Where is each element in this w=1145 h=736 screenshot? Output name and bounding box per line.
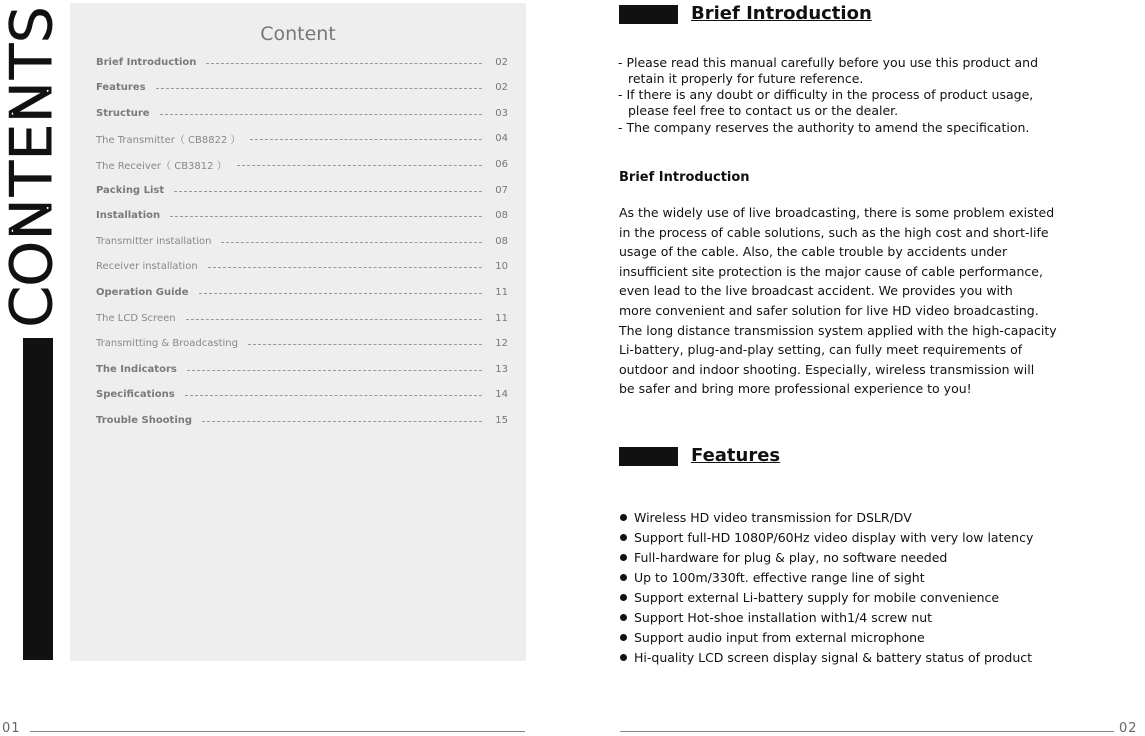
toc-label: Brief Introduction: [96, 56, 197, 68]
toc-leader-dashes: [156, 88, 482, 89]
paragraph-line: be safer and bring more professional experience to you!: [619, 381, 972, 397]
toc-leader-dashes: [206, 63, 482, 64]
feature-item: [619, 550, 947, 565]
paragraph-line: in the process of cable solutions, such as the high cost and short-life: [619, 224, 1049, 240]
vertical-contents-title: [0, 2, 63, 332]
bullet-icon: [620, 614, 627, 621]
toc-page-number: 14: [495, 389, 508, 401]
paragraph-line: The long distance transmission system applied with the high-capacity: [619, 322, 1057, 338]
toc-row[interactable]: [96, 259, 508, 275]
feature-text: Hi-quality LCD screen display signal & battery status of product: [634, 650, 1033, 665]
right-page-number: 02: [1119, 721, 1138, 736]
toc-row[interactable]: [96, 105, 508, 121]
toc-row[interactable]: [96, 182, 508, 198]
toc-leader-dashes: [221, 242, 482, 243]
toc-leader-dashes: [186, 319, 482, 320]
toc-panel: [70, 3, 526, 661]
toc-row[interactable]: [96, 80, 508, 96]
toc-label: Trouble Shooting: [96, 414, 193, 426]
toc-label: Operation Guide: [96, 286, 189, 298]
toc-row[interactable]: [96, 361, 508, 377]
vertical-contents-text: CONTENTS: [0, 32, 63, 328]
toc-leader-dashes: [160, 114, 482, 115]
paragraph-line: even lead to the live broadcast accident. We provides you with: [619, 283, 1013, 299]
toc-label: Structure: [96, 107, 150, 119]
bullet-icon: [620, 554, 627, 561]
toc-label: The Receiver（ CB3812 ）: [96, 160, 227, 172]
toc-page-number: 08: [495, 235, 508, 247]
section-marker-bar: [619, 447, 678, 466]
toc-heading: Content: [260, 23, 336, 45]
bullet-icon: [620, 634, 627, 641]
bullet-icon: [620, 654, 627, 661]
note-line: - If there is any doubt or difficulty in the process of product usage,: [618, 87, 1034, 102]
note-line: retain it properly for future reference.: [628, 71, 864, 86]
toc-leader-dashes: [250, 139, 482, 140]
toc-label: Packing List: [96, 184, 165, 196]
toc-page-number: 13: [495, 363, 508, 375]
feature-text: Support audio input from external microphone: [634, 630, 925, 645]
feature-item: [619, 610, 932, 625]
paragraph-line: As the widely use of live broadcasting, there is some problem existed: [619, 205, 1055, 220]
toc-row[interactable]: [96, 233, 508, 249]
feature-item: [619, 570, 925, 585]
feature-item: [619, 650, 1032, 665]
note-line: please feel free to contact us or the dealer.: [628, 103, 899, 118]
toc-row[interactable]: [96, 310, 508, 326]
toc-label: Transmitting & Broadcasting: [96, 338, 238, 350]
feature-text: Support Hot-shoe installation with1/4 screw nut: [634, 610, 933, 625]
bullet-icon: [620, 534, 627, 541]
toc-leader-dashes: [170, 216, 482, 217]
toc-page-number: 06: [495, 158, 508, 170]
toc-label: The LCD Screen: [96, 312, 176, 324]
toc-row[interactable]: [96, 387, 508, 403]
intro-subheading: Brief Introduction: [619, 170, 750, 185]
toc-row[interactable]: [96, 131, 508, 147]
toc-label: Features: [96, 82, 146, 94]
toc-row[interactable]: [96, 412, 508, 428]
toc-row[interactable]: [96, 156, 508, 172]
paragraph-line: more convenient and safer solution for live HD video broadcasting.: [619, 302, 1039, 318]
vertical-black-bar: [23, 338, 53, 660]
feature-text: Support full-HD 1080P/60Hz video display with very low latency: [634, 530, 1034, 545]
paragraph-line: usage of the cable. Also, the cable trouble by accidents under: [619, 244, 1008, 260]
feature-text: Full-hardware for plug & play, no software needed: [634, 550, 948, 565]
toc-row[interactable]: [96, 54, 508, 70]
feature-item: [619, 530, 1033, 545]
section-title-features: Features: [691, 445, 781, 466]
toc-leader-dashes: [185, 395, 482, 396]
toc-label: Receiver installation: [96, 261, 198, 273]
toc-page-number: 08: [495, 210, 508, 222]
toc-leader-dashes: [208, 267, 482, 268]
feature-item: [619, 630, 925, 645]
toc-leader-dashes: [248, 344, 482, 345]
toc-page-number: 02: [495, 56, 508, 68]
toc-label: The Indicators: [96, 363, 177, 375]
intro-paragraph: [619, 203, 1089, 399]
left-footer-rule: [30, 731, 525, 732]
toc-leader-dashes: [187, 370, 482, 371]
toc-page-number: 04: [495, 133, 508, 145]
toc-leader-dashes: [202, 421, 482, 422]
toc-page-number: 02: [495, 82, 508, 94]
paragraph-line: Li-battery, plug-and-play setting, can fully meet requirements of: [619, 342, 1023, 358]
paragraph-line: insufficient site protection is the major cause of cable performance,: [619, 263, 1043, 279]
toc-label: The Transmitter（ CB8822 ）: [96, 135, 241, 147]
left-page-number: 01: [2, 721, 21, 736]
toc-leader-dashes: [237, 165, 482, 166]
toc-leader-dashes: [174, 191, 482, 192]
right-footer-rule: [620, 731, 1114, 732]
toc-leader-dashes: [199, 293, 483, 294]
bullet-icon: [620, 574, 627, 581]
toc-page-number: 12: [495, 338, 508, 350]
feature-text: Wireless HD video transmission for DSLR/DV: [634, 510, 912, 525]
toc-page-number: 10: [495, 261, 508, 273]
bullet-icon: [620, 594, 627, 601]
toc-row[interactable]: [96, 208, 508, 224]
toc-page-number: 11: [495, 312, 508, 324]
note-line: - The company reserves the authority to amend the specification.: [618, 120, 1030, 135]
toc-label: Installation: [96, 210, 161, 222]
toc-page-number: 11: [495, 286, 508, 298]
section-marker-bar: [619, 5, 678, 24]
note-line: - Please read this manual carefully before you use this product and: [618, 55, 1039, 70]
feature-item: [619, 590, 999, 605]
toc-page-number: 15: [495, 414, 508, 426]
bullet-icon: [620, 514, 627, 521]
feature-item: [619, 510, 912, 525]
toc-row[interactable]: [96, 336, 508, 352]
toc-page-number: 07: [495, 184, 508, 196]
feature-text: Support external Li-battery supply for mobile convenience: [634, 590, 1000, 605]
toc-row[interactable]: [96, 284, 508, 300]
feature-text: Up to 100m/330ft. effective range line of sight: [634, 570, 925, 585]
toc-page-number: 03: [495, 107, 508, 119]
toc-label: Transmitter installation: [96, 235, 212, 247]
section-title-brief-introduction: Brief Introduction: [691, 3, 872, 24]
toc-label: Specifications: [96, 389, 175, 401]
paragraph-line: outdoor and indoor shooting. Especially, wireless transmission will: [619, 361, 1035, 377]
